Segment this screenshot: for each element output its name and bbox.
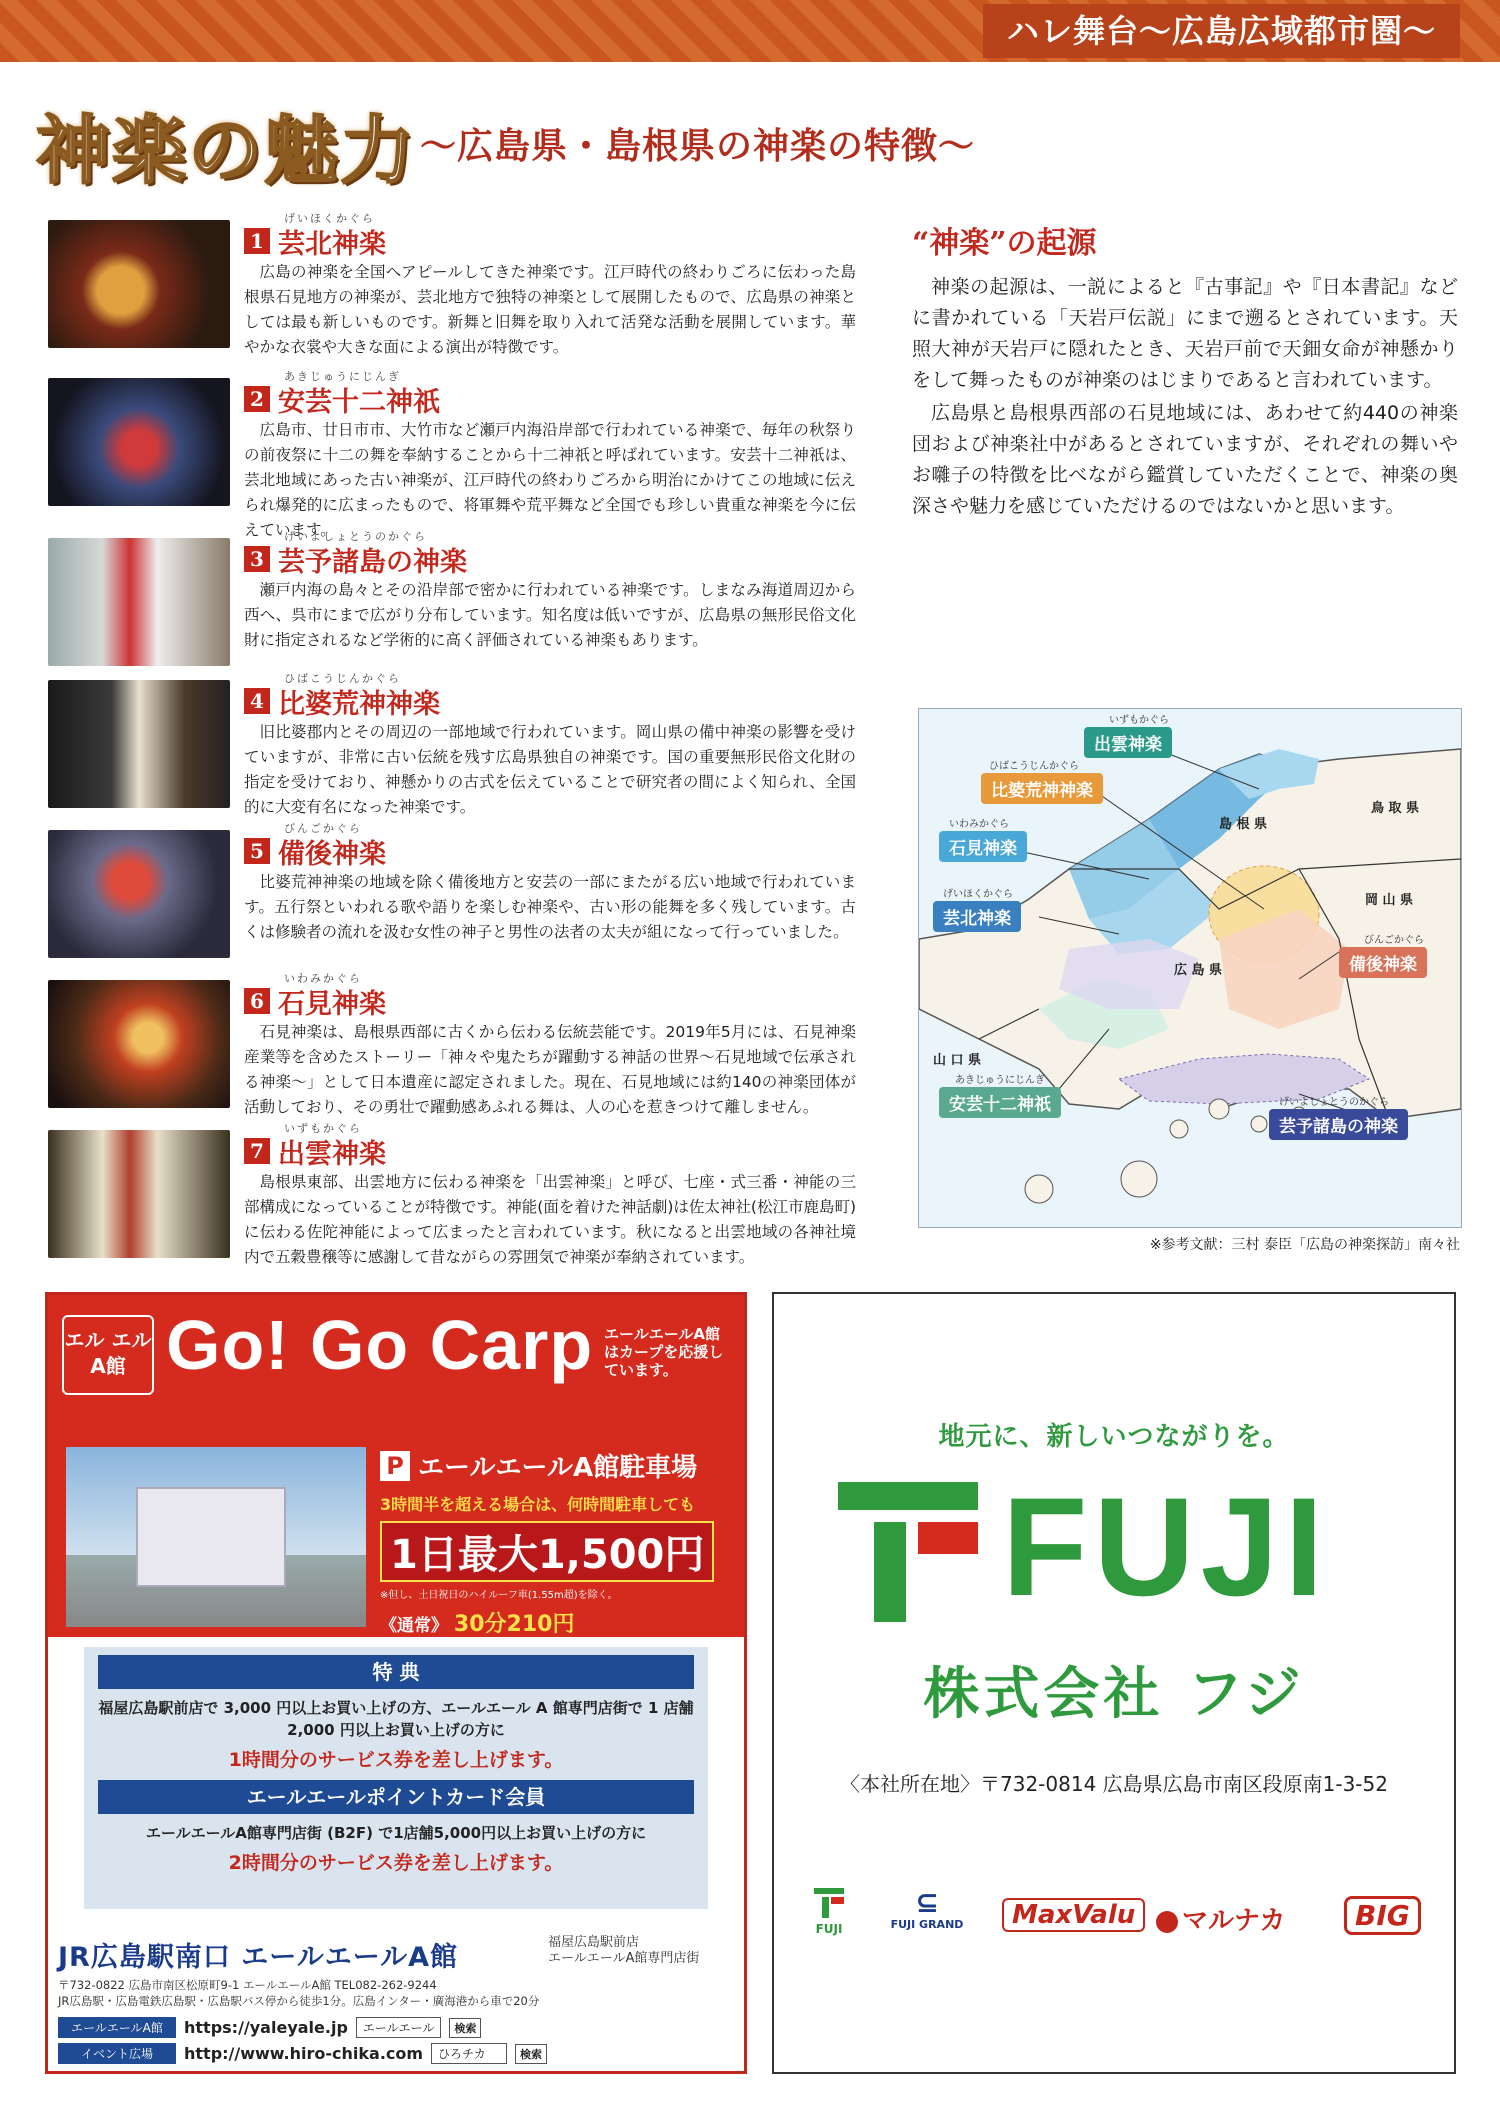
kagura-photo — [48, 220, 230, 348]
brand-logos — [804, 1884, 1434, 1954]
map-ruby: いずもかぐら — [1109, 715, 1169, 726]
perk-highlight: 1時間分のサービス券を差し上げます。 — [228, 1749, 564, 1771]
kagura-photo — [48, 378, 230, 506]
brand-big: BIG — [1344, 1896, 1421, 1935]
origin-paragraph: 神楽の起源は、一説によると『古事記』や『日本書記』などに書かれている「天岩戸伝説」にまで遡るとされています。天照大神が天岩戸に隠れたとき、天岩戸前で天鈿女命が神懸かりをして舞ったものが神楽のはじまりであると言われています。 — [912, 276, 1458, 391]
perk-text: エールエールA館専門店街 (B2F) で1店舗5,000円以上お買い上げの方に — [145, 1824, 647, 1842]
reference-note: ※参考文献：三村 泰臣「広島の神楽探訪」南々社 — [1149, 1237, 1460, 1253]
kagura-ruby: げいほくかぐら — [284, 212, 375, 225]
page-subtitle: 〜広島県・島根県の神楽の特徴〜 — [420, 125, 976, 167]
kagura-photo — [48, 538, 230, 666]
brand-maxvalu: MaxValu — [1002, 1898, 1145, 1932]
kagura-photo — [48, 1130, 230, 1258]
search-box: ひろチカ — [431, 2043, 507, 2064]
kagura-description: 石見神楽は、島根県西部に古くから伝わる伝統芸能です。2019年5月には、石見神楽産業等を含めたストーリー「神々や鬼たちが躍動する神話の世界〜石見地域で伝承される神楽〜」として日本遺産に認定されました。現在、石見地域には約140の神楽団体が活動しており、その勇壮で躍動感あふれる舞は、人の心を惹きつけて離しません。 — [244, 1023, 856, 1116]
map-ruby: ひばこうじんかぐら — [989, 761, 1079, 772]
url-link[interactable]: http://www.hiro-chika.com — [184, 2044, 424, 2063]
parking-max-price: 1日最大1,500円 — [380, 1521, 714, 1582]
pref-yamaguchi: 山 口 県 — [933, 1053, 982, 1068]
url-tag: イベント広場 — [58, 2043, 176, 2064]
fuji-wordmark: FUJI — [1002, 1468, 1330, 1625]
map-ruby: あきじゅうにじんぎ — [955, 1075, 1045, 1086]
map-label-bingo: 備後神楽 — [1339, 947, 1427, 978]
kagura-photo — [48, 680, 230, 808]
kagura-description: 比婆荒神神楽の地域を除く備後地方と安芸の一部にまたがる広い地域で行われています。五行祭といわれる歌や語りを楽しむ神楽や、古い形の能舞を多く残しています。古くは修験者の流れを汲む女性の神子と男性の法者の太夫が組になって行っていました。 — [244, 873, 856, 941]
gogo-carp-headline: Go! Go Carp — [166, 1306, 594, 1384]
kagura-ruby: いずもかぐら — [284, 1122, 362, 1135]
ad-red-panel — [48, 1295, 744, 1637]
url-row-yaleyale — [58, 2017, 481, 2038]
pref-hiroshima: 広 島 県 — [1174, 963, 1223, 978]
kagura-number: 4 — [244, 688, 270, 714]
kagura-photo — [48, 980, 230, 1108]
map-ruby: いわみかぐら — [949, 819, 1009, 830]
brand-label: FUJI GRAND — [890, 1918, 964, 1931]
map-label-iwami: 石見神楽 — [939, 831, 1027, 862]
header-title: ハレ舞台〜広島広域都市圏〜 — [983, 4, 1460, 58]
search-button: 検索 — [515, 2044, 547, 2064]
building-photo — [66, 1447, 366, 1627]
origin-title: “神楽”の起源 — [912, 226, 1097, 261]
pref-shimane: 島 根 県 — [1219, 817, 1268, 832]
kagura-name: 安芸十二神祇 — [278, 386, 440, 418]
kagura-name: 芸予諸島の神楽 — [278, 546, 467, 578]
parking-condition: 3時間半を超える場合は、何時間駐車しても — [380, 1495, 696, 1514]
parking-normal-label: 《通常》 — [380, 1616, 448, 1636]
parking-normal-price: 30分210円 — [453, 1612, 575, 1637]
brand-fuji — [804, 1888, 854, 1936]
perk-heading: 特 典 — [98, 1655, 694, 1689]
brand-label: マルナカ — [1182, 1906, 1286, 1936]
header-band — [0, 0, 1500, 62]
perk-highlight: 2時間分のサービス券を差し上げます。 — [228, 1852, 564, 1874]
building-shape — [136, 1487, 286, 1587]
fuji-corporate-name: 株式会社 フジ — [923, 1662, 1305, 1727]
store-side-line: エールエールA館専門店街 — [548, 1951, 700, 1966]
brand-marunaka — [1156, 1900, 1285, 1937]
perks-panel — [84, 1647, 708, 1909]
url-link[interactable]: https://yaleyale.jp — [184, 2018, 348, 2037]
store-address — [58, 1977, 539, 2009]
ad-yaleyale — [45, 1292, 747, 2074]
kagura-ruby: げいよしょとうのかぐら — [284, 530, 427, 543]
store-name: JR広島駅南口 エールエールA館 — [58, 1942, 459, 1973]
kagura-ruby: いわみかぐら — [284, 972, 362, 985]
map-ruby: びんごかぐら — [1364, 935, 1424, 946]
kagura-description: 瀬戸内海の島々とその沿岸部で密かに行われている神楽です。しまなみ海道周辺から西へ、呉市にまで広がり分布しています。知名度は低いですが、広島県の無形民俗文化財に指定されるなど学術的に高く評価されている神楽もあります。 — [244, 581, 856, 649]
kagura-number: 6 — [244, 988, 270, 1014]
perk-text: 福屋広島駅前店で 3,000 円以上お買い上げの方、エールエール A 館専門店街で 1 店舗 2,000 円以上お買い上げの方に — [98, 1699, 694, 1739]
fuji-logo-icon — [838, 1482, 978, 1622]
kagura-number: 7 — [244, 1138, 270, 1164]
parking-title: エールエールA館駐車場 — [418, 1453, 698, 1483]
kagura-ruby: びんごかぐら — [284, 822, 362, 835]
pref-tottori: 鳥 取 県 — [1371, 801, 1420, 816]
address-line: 〒732-0822 広島市南区松原町9-1 エールエールA館 TEL082-262-9244 — [58, 1978, 437, 1992]
page-title: 神楽の魅力 — [36, 92, 416, 198]
map-ruby: げいほくかぐら — [943, 889, 1013, 900]
url-row-hirochika — [58, 2043, 547, 2064]
map-label-geiyo: 芸予諸島の神楽 — [1269, 1109, 1408, 1140]
map-label-geihoku: 芸北神楽 — [933, 901, 1021, 932]
support-text: エールエールA館はカープを応援しています。 — [604, 1325, 724, 1379]
kagura-name: 出雲神楽 — [278, 1138, 386, 1170]
kagura-name: 比婆荒神神楽 — [278, 688, 440, 720]
store-side-line: 福屋広島駅前店 — [548, 1935, 640, 1950]
kagura-name: 備後神楽 — [278, 838, 386, 870]
ad-fuji — [772, 1292, 1456, 2074]
access-line: JR広島駅・広島電鉄広島駅・広島駅バス停から徒歩1分。広島インター・廣海港から車で20分 — [58, 1994, 540, 2008]
kagura-description: 広島の神楽を全国へアピールしてきた神楽です。江戸時代の終わりごろに伝わった島根県石見地方の神楽が、芸北地方で独特の神楽として展開したもので、広島県の神楽としては最も新しいものです。新舞と旧舞を取り入れて活発な活動を展開しています。華やかな衣裳や大きな面による演出が特徴です。 — [244, 263, 856, 356]
parking-note: ※但し、土日祝日のハイルーフ車(1.55m超)を除く。 — [380, 1590, 618, 1601]
map-label-izumo: 出雲神楽 — [1084, 727, 1172, 758]
fuji-catchphrase: 地元に、新しいつながりを。 — [938, 1422, 1290, 1452]
parking-info — [380, 1447, 732, 1658]
origin-paragraph: 広島県と島根県西部の石見地域には、あわせて約440の神楽団および神楽社中があるとされていますが、それぞれの舞いやお囃子の特徴を比べながら鑑賞していただくことで、神楽の奥深さや魅力を感じていただけるのではないかと思います。 — [912, 402, 1458, 517]
perk-heading: エールエールポイントカード会員 — [98, 1780, 694, 1814]
origin-text — [912, 272, 1458, 524]
store-side — [548, 1935, 699, 1967]
brand-label: FUJI — [815, 1922, 843, 1936]
kagura-number: 2 — [244, 386, 270, 412]
kagura-description: 島根県東部、出雲地方に伝わる神楽を「出雲神楽」と呼び、七座・式三番・神能の三部構成になっていることが特徴です。神能(面を着けた神話劇)は佐太神社(松江市鹿島町)に伝わる佐陀神能によって広まったと言われています。秋になると出雲地域の各神社境内で五穀豊穣等に感謝して昔ながらの雰囲気で神楽が奉納されています。 — [244, 1173, 856, 1266]
fuji-grand-icon: ⊆ — [915, 1886, 939, 1919]
fuji-address: 〈本社所在地〉〒732-0814 広島県広島市南区段原南1-3-52 — [840, 1772, 1388, 1796]
pref-okayama: 岡 山 県 — [1365, 893, 1414, 908]
map-ruby: げいよしょとうのかぐら — [1279, 1097, 1389, 1108]
kagura-number: 1 — [244, 228, 270, 254]
kagura-description: 旧比婆郡内とその周辺の一部地域で行われています。岡山県の備中神楽の影響を受けていますが、非常に古い伝統を残す広島県独自の神楽です。国の重要無形民俗文化財の指定を受けており、神懸かりの古式を伝えていることで研究者の間によく知られ、全国的に大変有名になった神楽です。 — [244, 723, 856, 816]
kagura-photo — [48, 830, 230, 958]
brand-fuji-grand — [882, 1888, 972, 1931]
kagura-number: 5 — [244, 838, 270, 864]
kagura-name: 石見神楽 — [278, 988, 386, 1020]
kagura-map — [918, 708, 1462, 1228]
kagura-description: 広島市、廿日市市、大竹市など瀬戸内海沿岸部で行われている神楽で、毎年の秋祭りの前夜祭に十二の舞を奉納することから十二神祇と呼ばれています。安芸十二神祇は、芸北地域にあった古い神楽が、江戸時代の終わりごろから明治にかけてこの地域に伝えられ爆発的に広まったもので、将軍舞や荒平舞など全国でも珍しい貴重な神楽を今に伝えています。 — [244, 421, 856, 539]
search-box: エールエール — [356, 2017, 442, 2038]
kagura-number: 3 — [244, 546, 270, 572]
kagura-ruby: ひばこうじんかぐら — [284, 672, 401, 685]
url-tag: エールエールA館 — [58, 2017, 176, 2038]
yaleyale-logo: エル エル A館 — [62, 1315, 154, 1395]
map-label-aki: 安芸十二神祇 — [939, 1087, 1061, 1118]
ad-footer — [48, 1917, 744, 2071]
kagura-ruby: あきじゅうにじんぎ — [284, 370, 401, 383]
map-label-hiba: 比婆荒神神楽 — [981, 773, 1103, 804]
fuji-small-icon — [814, 1888, 844, 1918]
marunaka-icon — [1156, 1911, 1178, 1933]
parking-icon: P — [380, 1451, 410, 1481]
search-button: 検索 — [449, 2018, 481, 2038]
kagura-name: 芸北神楽 — [278, 228, 386, 260]
